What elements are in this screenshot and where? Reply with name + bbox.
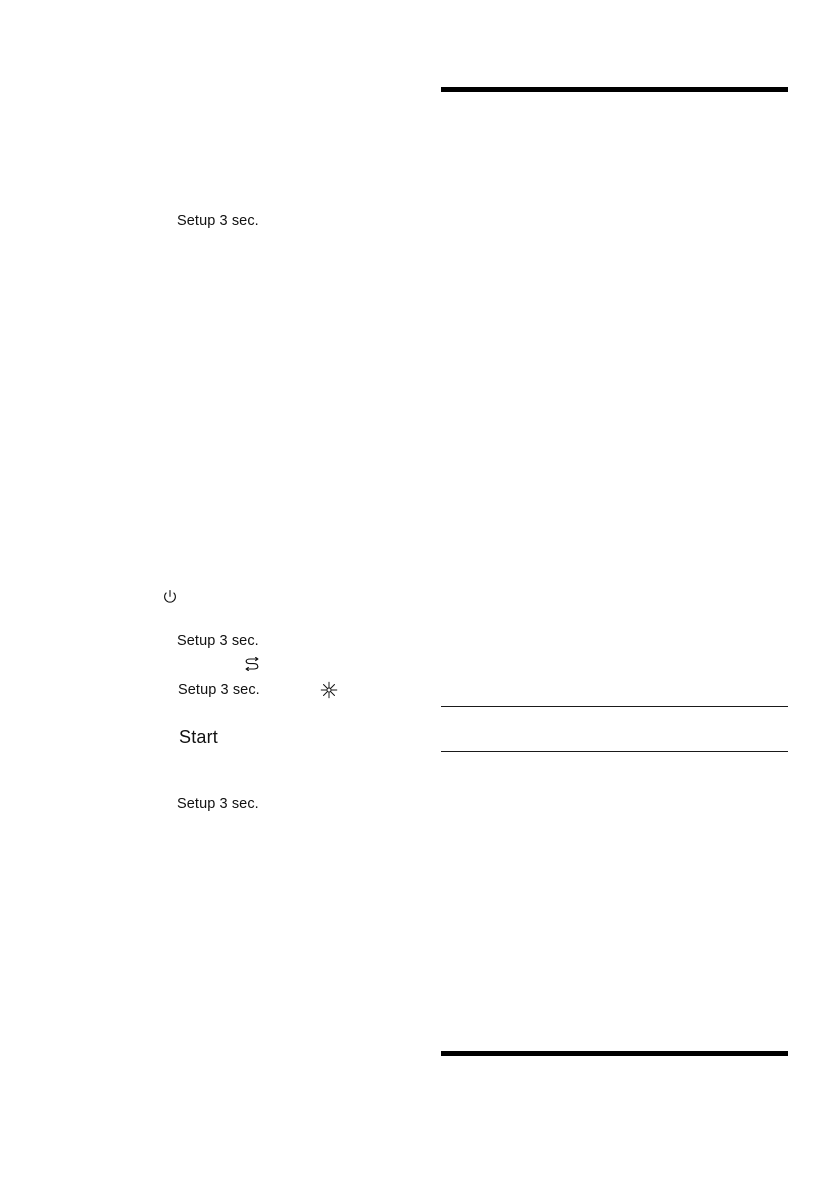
start-label: Start bbox=[179, 727, 219, 747]
setup-3-sec-label-1: Setup 3 sec. bbox=[177, 213, 259, 229]
table-top-rule-left bbox=[441, 706, 581, 707]
setup-3-sec-label-4: Setup 3 sec. bbox=[177, 796, 259, 812]
setup-3-sec-label-2: Setup 3 sec. bbox=[177, 633, 259, 649]
table-bottom-rule-left bbox=[441, 1051, 581, 1056]
table-bottom-rule-right bbox=[581, 1051, 788, 1056]
top-heavy-rule bbox=[441, 87, 788, 92]
loop-icon bbox=[243, 657, 261, 671]
table-top-rule-right bbox=[581, 706, 788, 707]
table-mid-rule-left bbox=[441, 751, 581, 752]
setup-3-sec-label-3: Setup 3 sec. bbox=[178, 682, 260, 698]
power-icon bbox=[162, 589, 178, 605]
table-mid-rule-right bbox=[581, 751, 788, 752]
sparkle-icon bbox=[320, 681, 338, 699]
